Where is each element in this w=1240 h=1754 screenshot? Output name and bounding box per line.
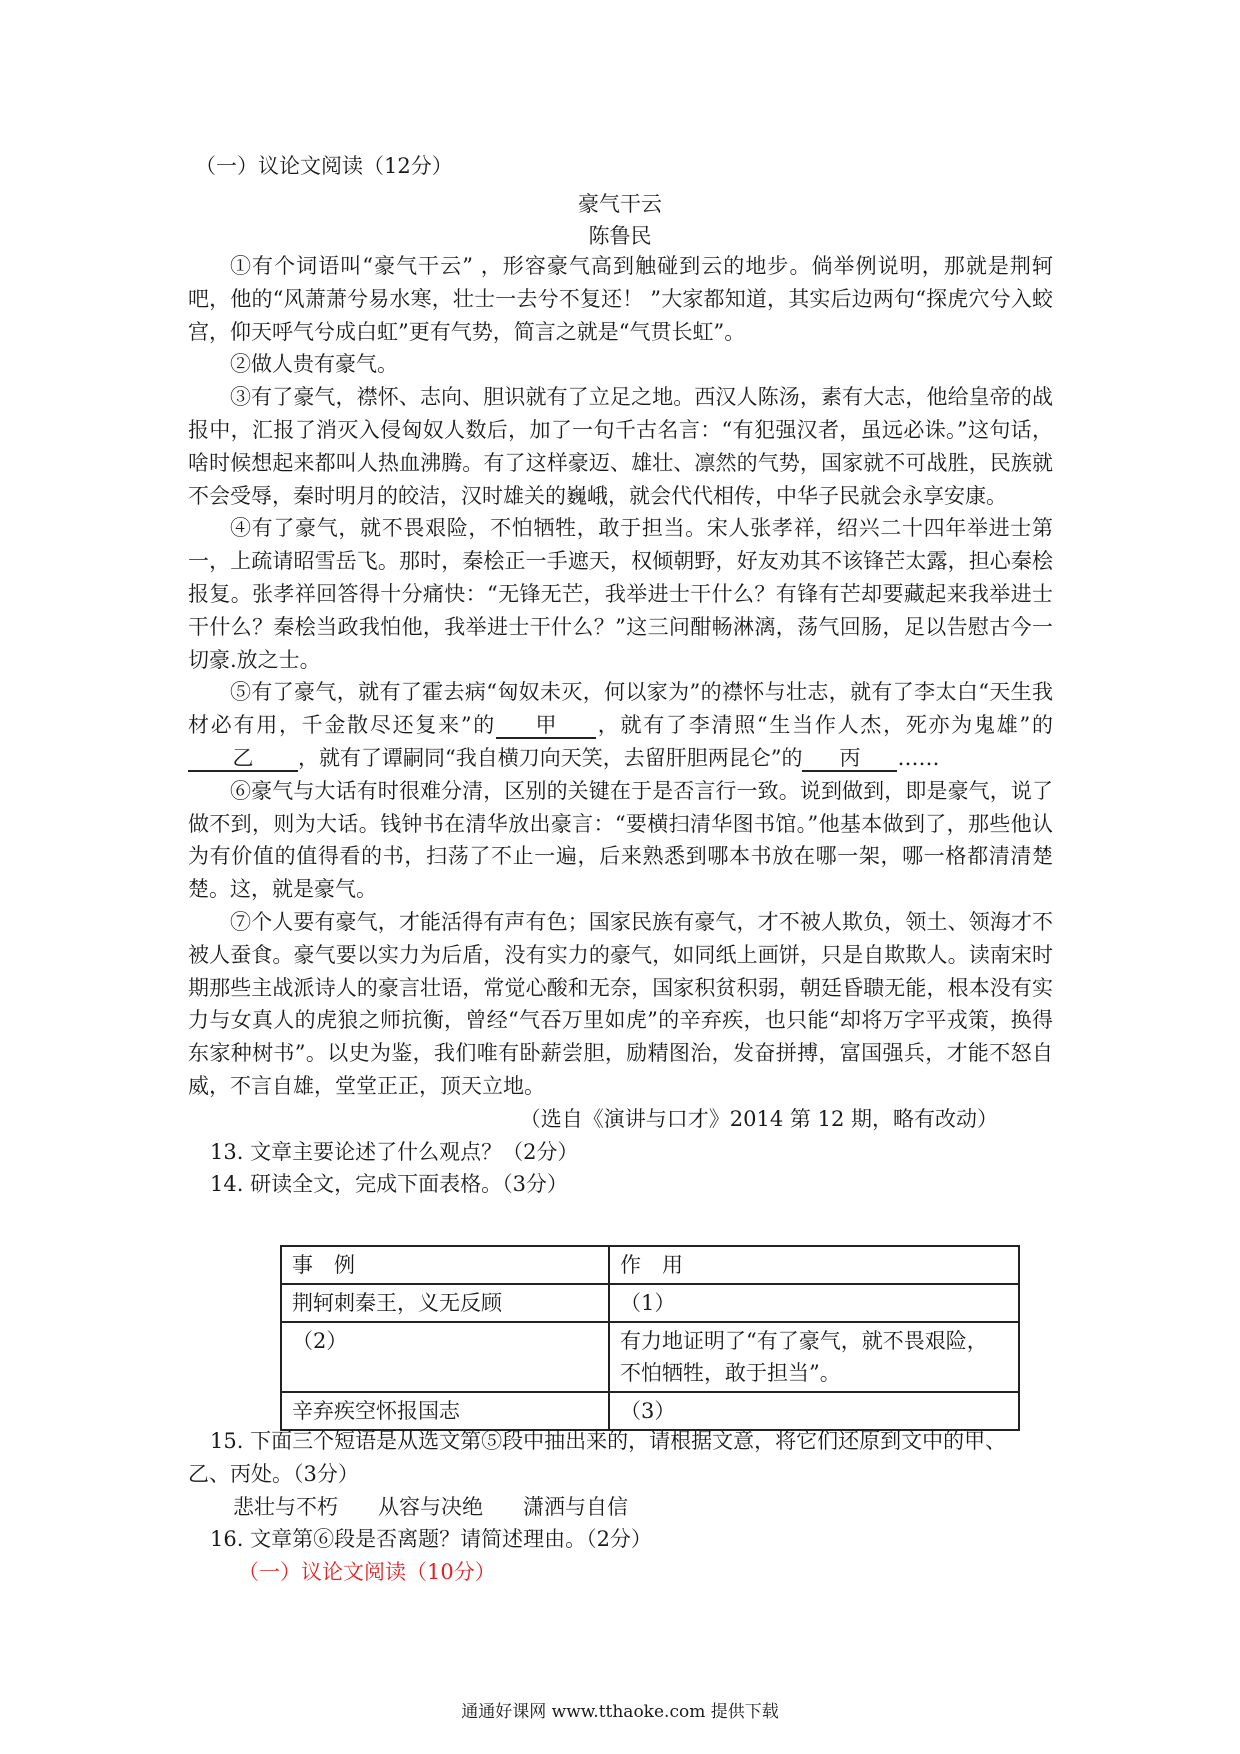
- questions-block: [188, 1425, 1053, 1589]
- blank-jia: 甲: [496, 713, 596, 739]
- table-cell: （3）: [609, 1392, 1019, 1430]
- article-title: 豪气干云: [578, 192, 662, 216]
- paragraph-5-part: ……: [897, 745, 940, 770]
- question-13: 13. 文章主要论述了什么观点？（2分）: [210, 1139, 579, 1164]
- phrase-options: [188, 1491, 1053, 1524]
- paragraph-5-part: ，就有了李清照“生当作人杰，死亦为鬼雄”的: [596, 713, 1053, 738]
- table-row: [281, 1284, 1019, 1322]
- blank-yi: 乙: [188, 746, 298, 772]
- phrase-option: 潇洒与自信: [523, 1494, 628, 1519]
- paragraph-7: ⑦个人要有豪气，才能活得有声有色；国家民族有豪气，才不被人欺负，领土、领海才不被人蚕食。豪气要以实力为后盾，没有实力的豪气，如同纸上画饼，只是自欺欺人。读南宋时期那些主战派诗人的豪言壮语，常觉心酸和无奈，国家积贫积弱，朝廷昏聩无能，根本没有实力与女真人的虎狼之师抗衡，曾经“气吞万里如虎”的辛弃疾，也只能“却将万字平戎策，换得东家种树书”。以史为鉴，我们唯有卧薪尝胆，励精图治，发奋拼搏，富国强兵，才能不怒自威，不言自雄，堂堂正正，顶天立地。: [188, 909, 1053, 1098]
- paragraph-4: ④有了豪气，就不畏艰险，不怕牺牲，敢于担当。宋人张孝祥，绍兴二十四年举进士第一，上疏请昭雪岳飞。那时，秦桧正一手遮天，权倾朝野，好友劝其不该锋芒太露，担心秦桧报复。张孝祥回答得十分痛快：“无锋无芒，我举进士干什么？有锋有芒却要藏起来我举进士干什么？秦桧当政我怕他，我举进士干什么？”这三问酣畅淋漓，荡气回肠，足以告慰古今一切豪.放之士。: [188, 516, 1053, 672]
- table-header-row: [281, 1246, 1019, 1284]
- paragraph-1: ①有个词语叫“豪气干云” ，形容豪气高到触碰到云的地步。倘举例说明，那就是荆轲吧，他的“风萧萧兮易水寒，壮士一去兮不复还！ ”大家都知道，其实后边两句“探虎穴兮入蛟宫，仰天呼气兮成白虹”更有气势，简言之就是“气贯长虹”。: [188, 254, 1053, 344]
- question-14: 14. 研读全文，完成下面表格。（3分）: [210, 1172, 568, 1197]
- table-header-cell: 作 用: [609, 1246, 1019, 1284]
- question-15-continued: 乙、丙处。（3分）: [188, 1461, 359, 1486]
- section-heading: （一）议论文阅读（12分）: [195, 154, 453, 178]
- question-16: 16. 文章第⑥段是否离题？请简述理由。（2分）: [210, 1527, 652, 1552]
- phrase-option: 悲壮与不朽: [233, 1494, 338, 1519]
- answer-section-heading: （一）议论文阅读（10分）: [238, 1560, 496, 1585]
- table-cell: 辛弃疾空怀报国志: [281, 1392, 609, 1430]
- article-body: [188, 250, 1053, 1201]
- paragraph-6: ⑥豪气与大话有时很难分清，区别的关键在于是否言行一致。说到做到，即是豪气，说了做不到，则为大话。钱钟书在清华放出豪言：“要横扫清华图书馆。”他基本做到了，那些他认为有价值的值得看的书，扫荡了不止一遍，后来熟悉到哪本书放在哪一架，哪一格都清清楚楚。这，就是豪气。: [188, 778, 1053, 902]
- phrase-option: 从容与决绝: [378, 1494, 483, 1519]
- table-row: [281, 1322, 1019, 1392]
- paragraph-5-part: ⑤有了豪气，就有了霍去病“匈奴未灭，何以家为”的襟怀与壮志，就有了李太白“天生我材必有用，千金散尽还复来”的: [188, 680, 1053, 738]
- paragraph-2: ②做人贵有豪气。: [230, 352, 398, 377]
- article-author: 陈鲁民: [588, 224, 652, 248]
- blank-bing: 丙: [802, 746, 897, 772]
- table-cell: 有力地证明了“有了豪气，就不畏艰险，不怕牺牲，敢于担当”。: [609, 1322, 1019, 1392]
- question-15: 15. 下面三个短语是从选文第⑤段中抽出来的，请根据文意，将它们还原到文中的甲、: [210, 1429, 1007, 1453]
- table-header-cell: 事 例: [281, 1246, 609, 1284]
- article-source: （选自《演讲与口才》2014 第 12 期，略有改动）: [519, 1106, 998, 1131]
- footer-credit: 通通好课网 www.tthaoke.com 提供下载: [461, 1702, 779, 1722]
- paragraph-5-part: ，就有了谭嗣同“我自横刀向天笑，去留肝胆两昆仑”的: [298, 745, 803, 770]
- table-cell: 荆轲刺秦王，义无反顾: [281, 1284, 609, 1322]
- analysis-table: [280, 1245, 1020, 1431]
- paragraph-5: [188, 676, 1053, 774]
- paragraph-3: ③有了豪气，襟怀、志向、胆识就有了立足之地。西汉人陈汤，素有大志，他给皇帝的战报中，汇报了消灭入侵匈奴人数后，加了一句千古名言：“有犯强汉者，虽远必诛。”这句话，啥时候想起来都叫人热血沸腾。有了这样豪迈、雄壮、凛然的气势，国家就不可战胜，民族就不会受辱，秦时明月的皎洁，汉时雄关的巍峨，就会代代相传，中华子民就会永享安康。: [188, 385, 1053, 508]
- table-cell: （1）: [609, 1284, 1019, 1322]
- table-cell: （2）: [281, 1322, 609, 1392]
